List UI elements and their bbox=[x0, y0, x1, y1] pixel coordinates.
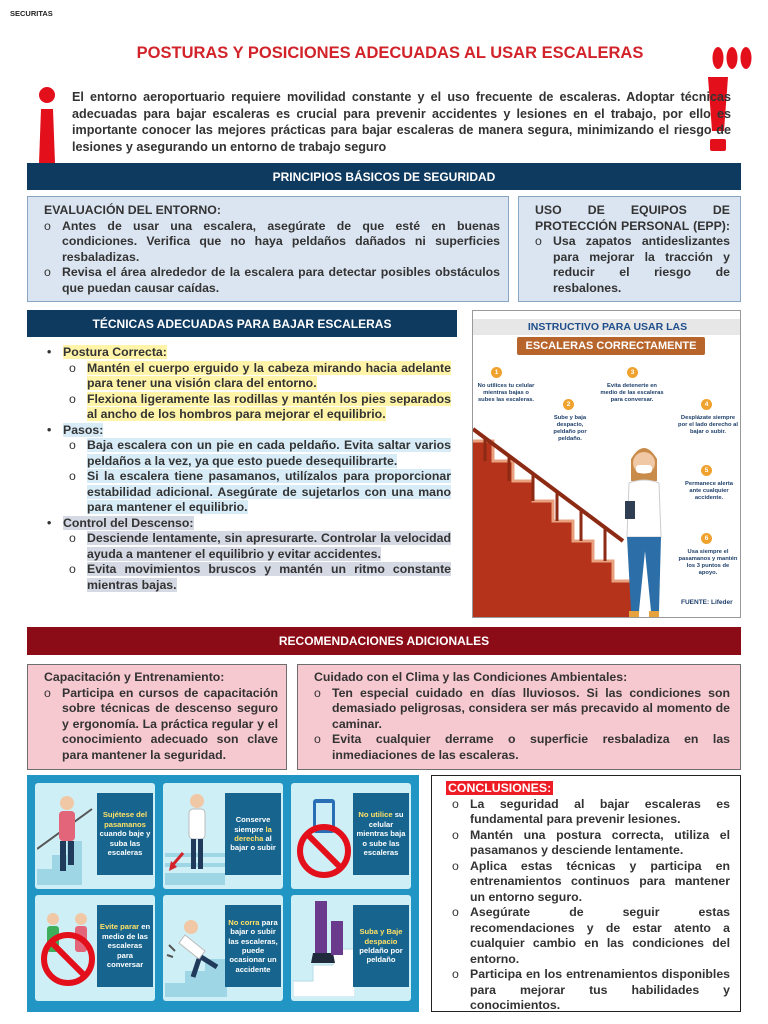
instructivo-step: Permanece alerta ante cualquier accidente. bbox=[684, 481, 734, 501]
woman-with-mask-icon bbox=[619, 441, 669, 618]
tecnica-group-pasos bbox=[39, 423, 451, 516]
tip-caption: Conserve siempre la derecha al bajar o subir bbox=[225, 793, 281, 875]
recomendaciones-heading: RECOMENDACIONES ADICIONALES bbox=[27, 627, 741, 655]
tips-panel bbox=[27, 775, 419, 1012]
tip-caption: No utilice su celular mientras baja o sube las escaleras bbox=[353, 793, 409, 875]
capacitacion-box bbox=[27, 664, 287, 770]
tecnica-item: Flexiona ligeramente las rodillas y mantén los pies separados al ancho de los hombros para mejorar el equilibrio. bbox=[87, 391, 451, 421]
tip-caption: Suba y Baje despacio peldaño por peldaño bbox=[353, 905, 409, 987]
tip-tile bbox=[291, 783, 411, 889]
tecnica-item: Baja escalera con un pie en cada peldaño. Evita saltar varios peldaños a la vez, ya que esto puede desequilibrarte. bbox=[87, 438, 451, 468]
tip-tile bbox=[163, 783, 283, 889]
conclusiones-box bbox=[431, 775, 741, 1012]
instructivo-infographic bbox=[472, 310, 741, 618]
tecnica-group-control bbox=[39, 516, 451, 594]
tecnica-group-title: Postura Correcta: bbox=[63, 345, 167, 359]
man-falling-icon bbox=[165, 901, 227, 997]
man-holding-handrail-icon bbox=[37, 789, 97, 885]
conclusion-item: o Mantén una postura correcta, utiliza el pasamanos y desciende lentamente. bbox=[446, 828, 730, 859]
tecnica-item: Evita movimientos bruscos y mantén un ritmo constante mientras bajas. bbox=[87, 562, 451, 592]
clima-item: o Ten especial cuidado en días lluviosos. Si las condiciones son demasiado peligrosas, considera ser más precavido al momento de caminar. bbox=[308, 686, 730, 733]
conclusion-item: o La seguridad al bajar escaleras es fundamental para prevenir lesiones. bbox=[446, 797, 730, 828]
instructivo-title: INSTRUCTIVO PARA USAR LAS bbox=[473, 319, 741, 335]
evaluacion-item: o Antes de usar una escalera, asegúrate de que esté en buenas condiciones. Verifica que no haya peldaños dañados ni superficies resbaladizas. bbox=[38, 219, 500, 266]
tip-caption: Evite parar en medio de las escaleras para conversar bbox=[97, 905, 153, 987]
tip-tile bbox=[291, 895, 411, 1001]
instructivo-source: FUENTE: Lifeder bbox=[681, 599, 733, 606]
tecnica-item: Mantén el cuerpo erguido y la cabeza mirando hacia adelante para tener una visión clara del entorno. bbox=[87, 360, 451, 390]
instructivo-step: Evita detenerte en medio de las escaleras para conversar. bbox=[600, 383, 664, 403]
tecnica-group-title: Pasos: bbox=[63, 422, 104, 437]
tecnica-item: Desciende lentamente, sin apresurarte. Controlar la velocidad ayuda a mantener el equilibrio y evitar accidentes. bbox=[87, 531, 451, 561]
tecnica-group-title: Control del Descenso: bbox=[63, 515, 194, 530]
instructivo-step: No utilices tu celular mientras bajas o subes las escaleras. bbox=[477, 383, 535, 403]
instructivo-subtitle: ESCALERAS CORRECTAMENTE bbox=[517, 337, 705, 355]
inverted-exclamation-icon bbox=[34, 85, 60, 165]
evaluacion-item: o Revisa el área alrededor de la escalera para detectar posibles obstáculos que puedan causar caídas. bbox=[38, 265, 500, 296]
intro-paragraph: El entorno aeroportuario requiere movilidad constante y el uso frecuente de escaleras. Adoptar técnicas adecuadas para bajar escaleras es crucial para prevenir accidentes y lesiones en el trabajo, por ello es importante conocer las mejores prácticas para bajar escaleras de manera segura, minimizando el riesgo de lesiones y asegurando un entorno de trabajo seguro bbox=[72, 90, 731, 154]
epp-title: USO DE EQUIPOS DE PROTECCIÓN PERSONAL (EPP): bbox=[535, 203, 730, 233]
step-number: 3 bbox=[627, 367, 638, 378]
epp-item: o Usa zapatos antideslizantes para mejorar la tracción y reducir el riesgo de resbalones. bbox=[529, 234, 730, 296]
instructivo-step: Usa siempre el pasamanos y mantén los 3 puntos de apoyo. bbox=[678, 549, 738, 576]
step-number: 4 bbox=[701, 399, 712, 410]
alert-dots-icon bbox=[711, 44, 753, 72]
no-chatting-icon bbox=[37, 901, 99, 997]
conclusion-item: o Asegúrate de seguir estas recomendaciones y de estar atento a cualquier cambio en las condiciones del entorno. bbox=[446, 905, 730, 967]
tip-tile bbox=[163, 895, 283, 1001]
capacitacion-title: Capacitación y Entrenamiento: bbox=[44, 670, 225, 684]
clima-title: Cuidado con el Clima y las Condiciones Ambientales: bbox=[314, 670, 628, 684]
tecnica-item: Si la escalera tiene pasamanos, utilízalos para proporcionar estabilidad adicional. Asegúrate de sujetarlos con una mano para mantener el equilibrio. bbox=[87, 469, 451, 514]
step-number: 5 bbox=[701, 465, 712, 476]
principios-heading: PRINCIPIOS BÁSICOS DE SEGURIDAD bbox=[27, 163, 741, 190]
no-phone-icon bbox=[293, 791, 355, 883]
step-number: 6 bbox=[701, 533, 712, 544]
tecnicas-heading: TÉCNICAS ADECUADAS PARA BAJAR ESCALERAS bbox=[27, 310, 457, 337]
page-title: POSTURAS Y POSICIONES ADECUADAS AL USAR ESCALERAS bbox=[136, 44, 644, 62]
instructivo-step: Desplázate siempre por el lado derecho al bajar o subir. bbox=[678, 415, 738, 435]
tip-tile bbox=[35, 783, 155, 889]
step-number: 1 bbox=[491, 367, 502, 378]
capacitacion-item: o Participa en cursos de capacitación sobre técnicas de descenso seguro y ergonomía. La práctica regular y el conocimiento adecuado son clave para mantener la seguridad. bbox=[38, 686, 278, 764]
brand-label: SECURITAS bbox=[10, 9, 53, 18]
tip-caption: Sujétese del pasamanos cuando baje y suba las escaleras bbox=[97, 793, 153, 875]
foot-on-step-icon bbox=[293, 901, 355, 997]
man-walking-right-side-icon bbox=[165, 789, 225, 885]
instructivo-step: Sube y baja despacio, peldaño por peldaño. bbox=[553, 415, 587, 442]
evaluacion-box bbox=[27, 196, 509, 302]
conclusion-item: o Aplica estas técnicas y participa en entrenamientos continuos para mantener un entorno seguro. bbox=[446, 859, 730, 906]
evaluacion-title: EVALUACIÓN DEL ENTORNO: bbox=[44, 203, 221, 217]
step-number: 2 bbox=[563, 399, 574, 410]
tip-caption: No corra para bajar o subir las escaleras, puede ocasionar un accidente bbox=[225, 905, 281, 987]
tecnicas-list bbox=[39, 345, 451, 593]
conclusiones-title: CONCLUSIONES: bbox=[448, 781, 552, 795]
clima-box bbox=[297, 664, 741, 770]
clima-item: o Evita cualquier derrame o superficie resbaladiza en las inmediaciones de las escaleras. bbox=[308, 732, 730, 763]
tecnica-group-postura bbox=[39, 345, 451, 423]
tip-tile bbox=[35, 895, 155, 1001]
conclusion-item: o Participa en los entrenamientos disponibles para mejorar tus habilidades y conocimientos. bbox=[446, 967, 730, 1014]
epp-box bbox=[518, 196, 741, 302]
